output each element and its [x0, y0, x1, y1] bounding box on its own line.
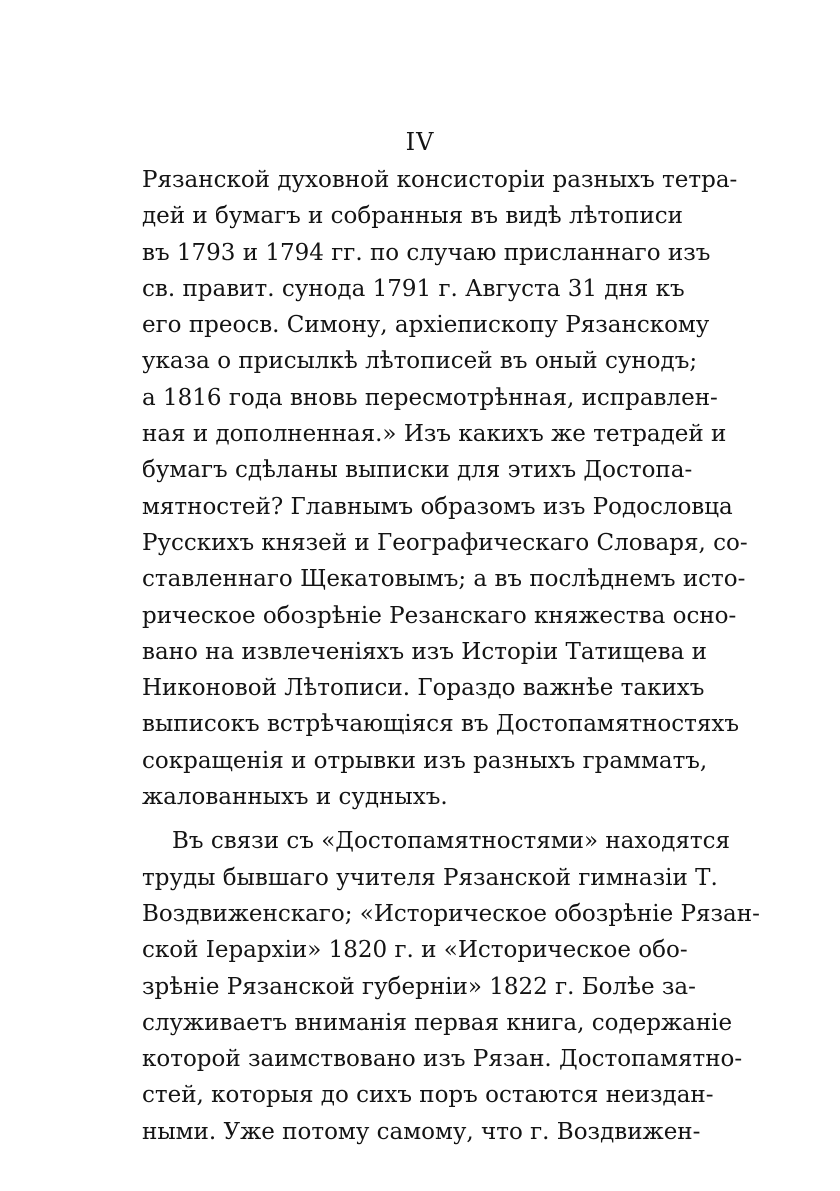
text-line: вано на извлеченіяхъ изъ Исторіи Татищева и — [142, 638, 707, 665]
text-line: дей и бумагъ и собранныя въ видѣ лѣтописи — [142, 203, 683, 230]
text-line: Русскихъ князей и Географическаго Словаря, со- — [142, 529, 748, 556]
page-number: IV — [405, 128, 435, 156]
text-line: Рязанской духовной консисторіи разныхъ тетра- — [142, 167, 738, 193]
text-line: Въ связи съ «Достопамятностями» находятся — [172, 828, 730, 855]
text-line: служиваетъ вниманія первая книга, содержаніе — [142, 1009, 733, 1036]
paragraph-1 — [142, 162, 748, 815]
text-line: которой заимствовано изъ Рязан. Достопамятно- — [142, 1046, 743, 1073]
text-line: ставленнаго Щекатовымъ; а въ послѣднемъ исто- — [142, 566, 746, 593]
text-line: Воздвиженскаго; «Историческое обозрѣніе Рязан- — [142, 900, 760, 927]
text-line: мятностей? Главнымъ образомъ изъ Родословца — [142, 493, 733, 520]
text-line: выписокъ встрѣчающіяся въ Достопамятностяхъ — [142, 711, 739, 738]
text-line: рическое обозрѣніе Резанскаго княжества осно- — [142, 602, 737, 629]
text-line: ными. Уже потому самому, что г. Воздвижен- — [142, 1118, 701, 1145]
text-line: а 1816 года вновь пересмотрѣнная, исправлен- — [142, 384, 718, 411]
text-line: стей, которыя до сихъ поръ остаются неиздан- — [142, 1082, 714, 1109]
text-line: сокращенія и отрывки изъ разныхъ грамматъ, — [142, 747, 708, 774]
body-text — [142, 162, 760, 1150]
text-line: бумагъ сдѣланы выписки для этихъ Достопа- — [142, 457, 693, 484]
text-line: ской Іерархіи» 1820 г. и «Историческое обо- — [142, 937, 688, 964]
text-line: ная и дополненная.» Изъ какихъ же тетрадей и — [142, 421, 727, 448]
text-line: жалованныхъ и судныхъ. — [142, 784, 448, 811]
text-line: зрѣніе Рязанской губерніи» 1822 г. Болѣе за- — [142, 973, 696, 1000]
text-line: труды бывшаго учителя Рязанской гимназіи Т. — [142, 864, 718, 891]
paragraph-gap — [142, 815, 670, 823]
paragraph-2 — [142, 823, 760, 1150]
text-line: его преосв. Симону, архіепископу Рязанскому — [142, 312, 710, 339]
text-line: св. правит. сунода 1791 г. Августа 31 дня къ — [142, 275, 685, 302]
text-line: Никоновой Лѣтописи. Гораздо важнѣе такихъ — [142, 675, 705, 702]
text-line: въ 1793 и 1794 гг. по случаю присланнаго изъ — [142, 239, 711, 266]
text-line: указа о присылкѣ лѣтописей въ оный сунодъ; — [142, 348, 698, 375]
